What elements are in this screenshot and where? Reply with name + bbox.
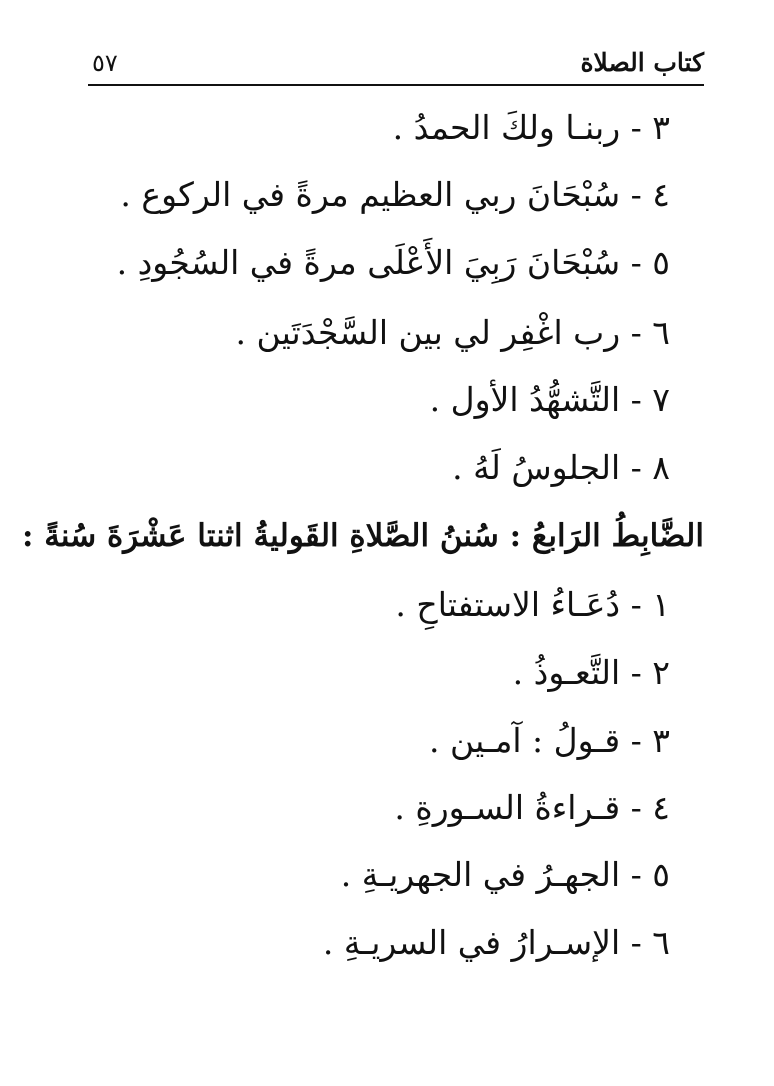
text-line: ٥ - سُبْحَانَ رَبِيَ الأَعْلَى مرةً في السُجُودِ . bbox=[116, 243, 670, 282]
text-line: ٣ - ربنـا ولكَ الحمدُ . bbox=[392, 108, 670, 147]
section-item: ٣ - قـولُ : آمـين . bbox=[429, 721, 670, 760]
text-line: ٨ - الجلوسُ لَهُ . bbox=[452, 448, 670, 487]
section-item: ١ - دُعَـاءُ الاستفتاحِ . bbox=[395, 585, 670, 624]
text-line: ٦ - رب اغْفِر لي بين السَّجْدَتَين . bbox=[235, 313, 670, 352]
section-item: ٦ - الإسـرارُ في السريـةِ . bbox=[322, 923, 670, 962]
section-item: ٢ - التَّعـوذُ . bbox=[512, 653, 670, 692]
page-header bbox=[88, 42, 704, 86]
section-heading: الضَّابِطُ الرَابعُ : سُننُ الصَّلاةِ القَوليةُ اثنتا عَشْرَةَ سُنةً : bbox=[22, 518, 704, 554]
page-number: ٥٧ bbox=[92, 49, 118, 77]
book-title: كتاب الصلاة bbox=[580, 48, 704, 77]
section-item: ٤ - قـراءةُ السـورةِ . bbox=[394, 788, 670, 827]
header-divider bbox=[88, 84, 704, 86]
text-line: ٧ - التَّشهُّدُ الأول . bbox=[429, 380, 670, 419]
section-item: ٥ - الجهـرُ في الجهريـةِ . bbox=[340, 855, 670, 894]
text-line: ٤ - سُبْحَانَ ربي العظيم مرةً في الركوع . bbox=[120, 175, 670, 214]
